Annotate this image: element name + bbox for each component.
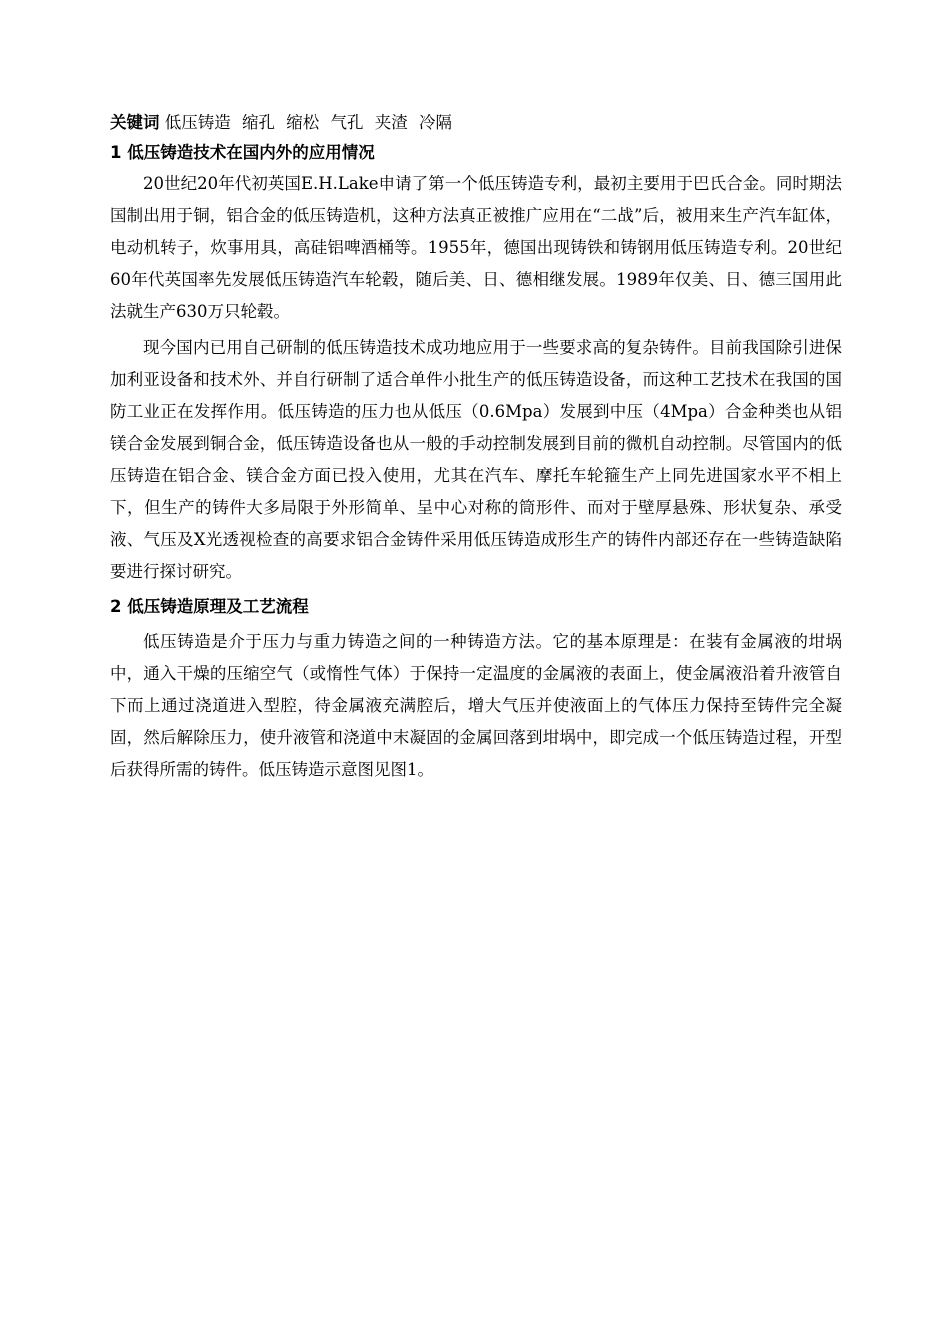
section-2-heading: 2 低压铸造原理及工艺流程 [110,597,309,616]
section-1-paragraph-2: 现今国内已用自己研制的低压铸造技术成功地应用于一些要求高的复杂铸件。目前我国除引进保加利亚设备和技术外、并自行研制了适合单件小批生产的低压铸造设备，而这种工艺技术在我国的国防工业正在发挥作用。低压铸造的压力也从低压（0.6Mpa）发展到中压（4Mpa）合金种类也从铝镁合金发展到铜合金，低压铸造设备也从一般的手动控制发展到目前的微机自动控制。尽管国内的低压铸造在铝合金、镁合金方面已投入使用，尤其在汽车、摩托车轮箍生产上同先进国家水平不相上下，但生产的铸件大多局限于外形简单、呈中心对称的筒形件、而对于壁厚悬殊、形状复杂、承受液、气压及X光透视检查的高要求铝合金铸件采用低压铸造成形生产的铸件内部还存在一些铸造缺陷要进行探讨研究。 [110,338,842,581]
keywords-label: 关键词 [110,113,160,132]
section-2-paragraph-1: 低压铸造是介于压力与重力铸造之间的一种铸造方法。它的基本原理是：在装有金属液的坩埚中，通入干燥的压缩空气（或惰性气体）于保持一定温度的金属液的表面上，使金属液沿着升液管自下而上通过浇道进入型腔，待金属液充满腔后，增大气压并使液面上的气体压力保持至铸件完全凝固，然后解除压力，使升液管和浇道中末凝固的金属回落到坩埚中，即完成一个低压铸造过程，开型后获得所需的铸件。低压铸造示意图见图1。 [110,632,842,779]
section-1-paragraph-1: 20世纪20年代初英国E.H.Lake申请了第一个低压铸造专利，最初主要用于巴氏合金。同时期法国制出用于铜，铝合金的低压铸造机，这种方法真正被推广应用在“二战”后，被用来生产汽车缸体，电动机转子，炊事用具，高硅铝啤酒桶等。1955年，德国出现铸铁和铸钢用低压铸造专利。20世纪60年代英国率先发展低压铸造汽车轮毂，随后美、日、德相继发展。1989年仅美、日、德三国用此法就生产630万只轮毂。 [110,174,842,321]
section-1-heading: 1 低压铸造技术在国内外的应用情况 [110,143,375,162]
keyword-item: 夹渣 [374,113,408,132]
keyword-item: 气孔 [330,113,364,132]
keyword-item: 缩孔 [242,113,275,132]
keywords-line [110,108,842,138]
keyword-item: 低压铸造 [164,113,231,132]
document-page [110,108,842,790]
keyword-item: 缩松 [286,113,320,132]
keyword-item: 冷隔 [419,113,452,132]
